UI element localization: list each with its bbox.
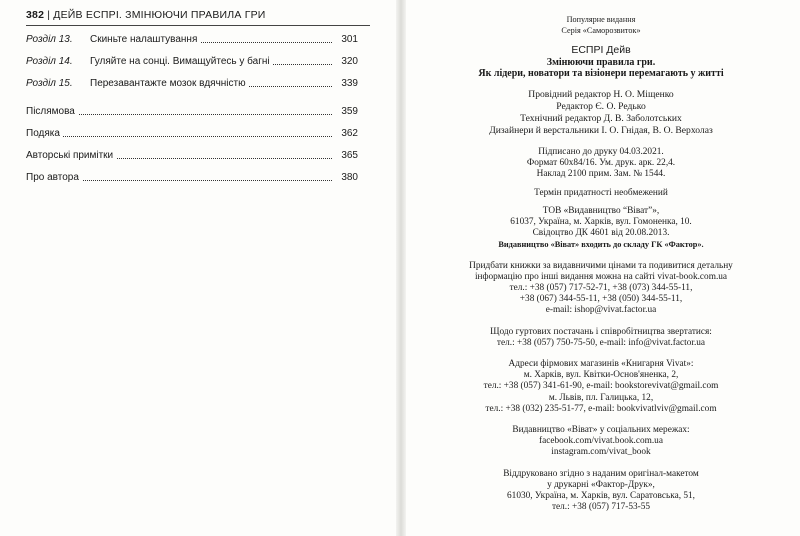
stores-info xyxy=(402,359,800,415)
publisher-info xyxy=(402,206,800,251)
print-line: Підписано до друку 04.03.2021. xyxy=(538,147,664,158)
toc-entry-page: 380 xyxy=(332,170,358,185)
print-line: Формат 60х84/16. Ум. друк. арк. 22,4. xyxy=(526,158,676,169)
toc-entry xyxy=(26,32,358,47)
social-line: Видавництво «Віват» у соціальних мережах: xyxy=(512,425,690,436)
publisher-line: 61037, Україна, м. Харків, вул. Гомоненка, 10. xyxy=(510,217,692,228)
colophon xyxy=(402,14,800,514)
social-info xyxy=(402,425,800,459)
toc-entry xyxy=(26,148,358,163)
toc-entry xyxy=(26,76,358,91)
purchase-line: Придбати книжки за видавничими цінами та подивитися детальну xyxy=(469,260,733,271)
toc-entry-title: Гуляйте на сонці. Вимащуйтесь у багні xyxy=(90,56,270,67)
toc-entry xyxy=(26,126,358,141)
print-line: Наклад 2100 прим. Зам. № 1544. xyxy=(536,169,666,180)
store-line: тел.: +38 (057) 341-61-90, e-mail: bookstorevivat@gmail.com xyxy=(483,381,719,392)
toc-entry xyxy=(26,104,358,119)
toc-entry-prefix: Розділ 13. xyxy=(26,34,73,45)
printer-line: Віддруковано згідно з наданим оригінал-макетом xyxy=(503,468,699,479)
publisher-line: Свідоцтво ДК 4601 від 20.08.2013. xyxy=(532,228,670,239)
toc-entry-page: 301 xyxy=(332,32,358,47)
running-head-title: ДЕЙВ ЕСПРІ. ЗМІНЮЮЧИ ПРАВИЛА ГРИ xyxy=(53,9,266,21)
toc-entry-page: 339 xyxy=(332,76,358,91)
publisher-group: Видавництво «Віват» входить до складу ГК «Фактор». xyxy=(498,240,704,250)
toc-entry-page: 320 xyxy=(332,54,358,69)
book-author: ЕСПРІ Дейв xyxy=(571,44,631,57)
social-line: facebook.com/vivat.book.com.ua xyxy=(539,436,663,447)
store-line: м. Харків, вул. Квітки-Основ'яненка, 2, xyxy=(523,370,679,381)
book-title: Змінюючи правила гри. xyxy=(546,56,656,68)
left-page xyxy=(0,0,398,536)
toc-entry-title: Авторські примітки xyxy=(26,150,114,161)
toc-entry-prefix: Розділ 14. xyxy=(26,56,73,67)
store-line: тел.: +38 (032) 235-51-77, e-mail: bookvivatlviv@gmail.com xyxy=(485,403,717,414)
toc-entry-title: Про автора xyxy=(26,172,79,183)
printer-line: у друкарні «Фактор-Друк», xyxy=(547,479,655,490)
store-line: Адреси фірмових магазинів «Книгарня Vivat»: xyxy=(508,359,694,370)
editorial-credits xyxy=(402,89,800,137)
credit-line: Дизайнери й верстальники І. О. Гнідая, В. О. Верхолаз xyxy=(489,125,713,137)
toc-entry-prefix: Розділ 15. xyxy=(26,78,73,89)
purchase-line: +38 (067) 344-55-11, +38 (050) 344-55-11, xyxy=(519,294,683,305)
toc-entry-page: 365 xyxy=(332,148,358,163)
validity-note: Термін придатності необмежений xyxy=(534,187,668,198)
right-page xyxy=(402,0,800,536)
credit-line: Редактор Є. О. Редько xyxy=(556,101,646,113)
toc-entry-title: Подяка xyxy=(26,128,60,139)
purchase-line: інформацію про інші видання можна на сайті vivat-book.com.ua xyxy=(474,271,728,282)
publisher-line: ТОВ «Видавництво “Віват”», xyxy=(542,205,660,216)
toc-entry xyxy=(26,54,358,69)
toc-entry-page: 362 xyxy=(332,126,358,141)
toc-entry-title: Скиньте налаштування xyxy=(90,34,198,45)
toc-entry-title: Післямова xyxy=(26,106,75,117)
purchase-line: тел.: +38 (057) 717-52-71, +38 (073) 344-55-11, xyxy=(509,283,693,294)
running-head-rule xyxy=(26,25,370,26)
table-of-contents xyxy=(26,32,358,185)
toc-entry xyxy=(26,170,358,185)
credit-line: Провідний редактор Н. О. Міщенко xyxy=(528,89,674,101)
series-line: Популярне видання xyxy=(566,15,636,24)
printer-line: тел.: +38 (057) 717-53-55 xyxy=(551,502,651,513)
series-line: Серія «Саморозвиток» xyxy=(561,26,641,36)
toc-entry-page: 359 xyxy=(332,104,358,119)
wholesale-info xyxy=(402,327,800,349)
purchase-info xyxy=(402,261,800,317)
wholesale-line: тел.: +38 (057) 750-75-50, e-mail: info@vivat.factor.ua xyxy=(496,337,706,348)
purchase-line: e-mail: ishop@vivat.factor.ua xyxy=(545,305,657,316)
book-subtitle: Як лідери, новатори та візіонери перемагають у житті xyxy=(478,67,724,79)
store-line: м. Львів, пл. Галицька, 12, xyxy=(548,392,654,403)
credit-line: Технічний редактор Д. В. Заболотських xyxy=(520,113,682,125)
wholesale-line: Щодо гуртових постачань і співробітництва звертатися: xyxy=(490,326,712,337)
printer-info xyxy=(402,469,800,514)
social-line: instagram.com/vivat_book xyxy=(551,447,651,458)
toc-entry-title: Перезавантажте мозок вдячністю xyxy=(90,78,246,89)
printer-line: 61030, Україна, м. Харків, вул. Саратовська, 51, xyxy=(507,491,695,502)
running-head-page-number: 382 xyxy=(26,9,45,21)
print-info xyxy=(402,147,800,181)
running-head: 382 | ДЕЙВ ЕСПРІ. ЗМІНЮЮЧИ ПРАВИЛА ГРИ xyxy=(26,9,266,21)
